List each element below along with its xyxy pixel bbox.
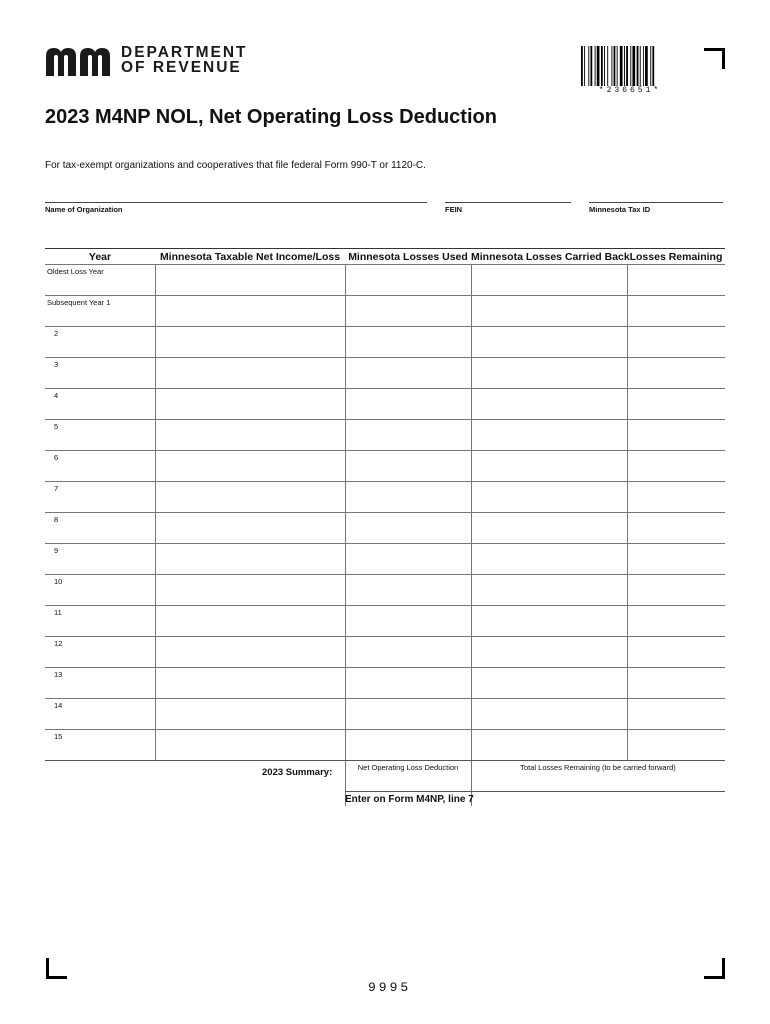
barcode-bar — [624, 46, 625, 86]
table-row — [45, 543, 725, 575]
losses-used-cell[interactable] — [345, 482, 471, 513]
registration-mark-bottom-left — [46, 958, 67, 979]
taxable-income-cell[interactable] — [155, 420, 345, 451]
header-taxable-income: Minnesota Taxable Net Income/Loss — [159, 251, 341, 263]
header-losses-used: Minnesota Losses Used — [348, 251, 468, 263]
losses-carried-back-cell[interactable] — [471, 668, 627, 699]
losses-carried-back-cell[interactable] — [471, 420, 627, 451]
taxable-income-cell[interactable] — [155, 389, 345, 420]
losses-carried-back-cell[interactable] — [471, 358, 627, 389]
row-year-label: 10 — [54, 577, 63, 586]
summary-label: 2023 Summary: — [262, 767, 333, 778]
organization-name-field[interactable] — [45, 202, 427, 203]
table-row — [45, 512, 725, 544]
row-year-label: 15 — [54, 732, 63, 741]
row-year-label: 14 — [54, 701, 63, 710]
barcode-bar — [632, 46, 635, 86]
table-row — [45, 388, 725, 420]
agency-name — [121, 45, 248, 75]
barcode-bar — [652, 46, 654, 86]
losses-remaining-cell[interactable] — [627, 296, 725, 327]
form-code: 9995 — [368, 980, 412, 995]
barcode-bar — [597, 46, 600, 86]
losses-remaining-cell[interactable] — [627, 358, 725, 389]
barcode-bar — [643, 46, 644, 86]
column-divider — [345, 264, 346, 806]
barcode-bar — [601, 46, 603, 86]
table-row — [45, 326, 725, 358]
taxable-income-cell[interactable] — [155, 606, 345, 637]
taxable-income-cell[interactable] — [155, 327, 345, 358]
barcode-bar — [640, 46, 641, 86]
losses-remaining-cell[interactable] — [627, 389, 725, 420]
total-losses-remaining-label: Total Losses Remaining (to be carried forward) — [520, 763, 676, 772]
registration-mark-bottom-right — [704, 958, 725, 979]
losses-remaining-cell[interactable] — [627, 482, 725, 513]
losses-remaining-cell[interactable] — [627, 265, 725, 296]
losses-used-cell[interactable] — [345, 544, 471, 575]
barcode-bar — [626, 46, 628, 86]
losses-remaining-cell[interactable] — [627, 575, 725, 606]
barcode-bar — [588, 46, 589, 86]
losses-remaining-cell[interactable] — [627, 668, 725, 699]
taxable-income-cell[interactable] — [155, 637, 345, 668]
losses-used-cell[interactable] — [345, 699, 471, 730]
barcode-bar — [620, 46, 623, 86]
losses-remaining-cell[interactable] — [627, 327, 725, 358]
taxable-income-cell[interactable] — [155, 730, 345, 761]
table-row — [45, 574, 725, 606]
row-year-label: 6 — [54, 453, 59, 462]
nol-deduction-field[interactable] — [345, 772, 471, 790]
losses-used-cell[interactable] — [345, 420, 471, 451]
table-row — [45, 264, 725, 296]
table-row — [45, 481, 725, 513]
table-row — [45, 605, 725, 637]
row-year-label: 12 — [54, 639, 63, 648]
row-year-label: 3 — [54, 360, 59, 369]
taxable-income-cell[interactable] — [155, 699, 345, 730]
table-row — [45, 419, 725, 451]
row-year-label: 7 — [54, 484, 59, 493]
row-year-label: 13 — [54, 670, 63, 679]
losses-carried-back-cell[interactable] — [471, 327, 627, 358]
column-divider — [627, 264, 628, 760]
losses-remaining-cell[interactable] — [627, 637, 725, 668]
barcode-bar — [604, 46, 605, 86]
header-losses-remaining: Losses Remaining — [629, 251, 723, 263]
barcode-bar — [614, 46, 616, 86]
losses-carried-back-cell[interactable] — [471, 451, 627, 482]
losses-carried-back-cell[interactable] — [471, 513, 627, 544]
losses-used-cell[interactable] — [345, 451, 471, 482]
table-row — [45, 729, 725, 761]
taxable-income-cell[interactable] — [155, 482, 345, 513]
losses-carried-back-cell[interactable] — [471, 637, 627, 668]
losses-used-cell[interactable] — [345, 389, 471, 420]
header-year: Year — [88, 251, 112, 263]
row-year-label: 2 — [54, 329, 59, 338]
row-year-label: 9 — [54, 546, 59, 555]
barcode-bar — [630, 46, 631, 86]
enter-instruction: Enter on Form M4NP, line 7 — [345, 794, 474, 805]
taxable-income-cell[interactable] — [155, 265, 345, 296]
mn-logo-icon — [46, 46, 114, 76]
losses-used-cell[interactable] — [345, 358, 471, 389]
barcode-bar — [650, 46, 651, 86]
barcode-bar — [607, 46, 608, 86]
losses-remaining-cell[interactable] — [627, 606, 725, 637]
losses-remaining-cell[interactable] — [627, 544, 725, 575]
barcode-bar — [645, 46, 648, 86]
taxable-income-cell[interactable] — [155, 668, 345, 699]
losses-used-cell[interactable] — [345, 575, 471, 606]
taxable-income-cell[interactable] — [155, 358, 345, 389]
table-row — [45, 636, 725, 668]
table-row — [45, 357, 725, 389]
losses-remaining-cell[interactable] — [627, 420, 725, 451]
header-losses-carried-back: Minnesota Losses Carried Back — [471, 251, 630, 263]
agency-name-line2: OF REVENUE — [121, 59, 242, 76]
fein-field[interactable] — [445, 202, 571, 203]
registration-mark-top-right — [704, 48, 725, 69]
losses-used-cell[interactable] — [345, 265, 471, 296]
losses-used-cell[interactable] — [345, 730, 471, 761]
column-divider — [155, 264, 156, 760]
losses-carried-back-cell[interactable] — [471, 575, 627, 606]
agency-name-line1: DEPARTMENT — [121, 44, 248, 61]
taxable-income-cell[interactable] — [155, 296, 345, 327]
losses-carried-back-cell[interactable] — [471, 296, 627, 327]
taxable-income-cell[interactable] — [155, 513, 345, 544]
losses-used-cell[interactable] — [345, 668, 471, 699]
losses-carried-back-cell[interactable] — [471, 606, 627, 637]
losses-used-cell[interactable] — [345, 606, 471, 637]
nol-deduction-label: Net Operating Loss Deduction — [357, 763, 459, 772]
barcode-bar — [595, 46, 596, 86]
losses-carried-back-cell[interactable] — [471, 389, 627, 420]
losses-carried-back-cell[interactable] — [471, 265, 627, 296]
losses-remaining-cell[interactable] — [627, 513, 725, 544]
form-title: 2023 M4NP NOL, Net Operating Loss Deduction — [45, 106, 497, 128]
taxable-income-cell[interactable] — [155, 451, 345, 482]
row-year-label: 11 — [54, 608, 62, 617]
losses-carried-back-cell[interactable] — [471, 482, 627, 513]
barcode-text: *236651* — [598, 86, 662, 95]
losses-carried-back-cell[interactable] — [471, 544, 627, 575]
tax-id-label: Minnesota Tax ID — [589, 205, 651, 214]
table-row — [45, 667, 725, 699]
barcode-bar — [611, 46, 612, 86]
losses-carried-back-cell[interactable] — [471, 699, 627, 730]
barcode-bar — [637, 46, 639, 86]
taxable-income-cell[interactable] — [155, 544, 345, 575]
table-row — [45, 295, 725, 327]
table-row — [45, 698, 725, 730]
barcode-bar — [617, 46, 618, 86]
losses-used-cell[interactable] — [345, 296, 471, 327]
table-header-row — [45, 248, 725, 265]
column-divider — [471, 264, 472, 806]
losses-remaining-cell[interactable] — [627, 699, 725, 730]
organization-name-label: Name of Organization — [45, 205, 123, 214]
form-intro: For tax-exempt organizations and cooperatives that file federal Form 990-T or 1120-C. — [45, 160, 426, 171]
losses-used-cell[interactable] — [345, 327, 471, 358]
tax-id-field[interactable] — [589, 202, 723, 203]
row-year-label: 4 — [54, 391, 59, 400]
row-year-label: 8 — [54, 515, 59, 524]
fein-label: FEIN — [445, 205, 463, 214]
barcode-bar — [584, 46, 585, 86]
taxable-income-cell[interactable] — [155, 575, 345, 606]
barcode-icon — [580, 46, 680, 86]
losses-remaining-cell[interactable] — [627, 451, 725, 482]
losses-carried-back-cell[interactable] — [471, 730, 627, 761]
barcode-bar — [590, 46, 592, 86]
table-bottom-rule — [45, 760, 725, 761]
row-year-label: Oldest Loss Year — [47, 267, 104, 276]
row-year-label: Subsequent Year 1 — [47, 298, 111, 307]
losses-used-cell[interactable] — [345, 637, 471, 668]
total-losses-remaining-field[interactable] — [471, 772, 725, 790]
losses-used-cell[interactable] — [345, 513, 471, 544]
losses-remaining-cell[interactable] — [627, 730, 725, 761]
summary-bottom-rule — [345, 791, 725, 792]
barcode-bar — [581, 46, 583, 86]
row-year-label: 5 — [54, 422, 59, 431]
table-row — [45, 450, 725, 482]
